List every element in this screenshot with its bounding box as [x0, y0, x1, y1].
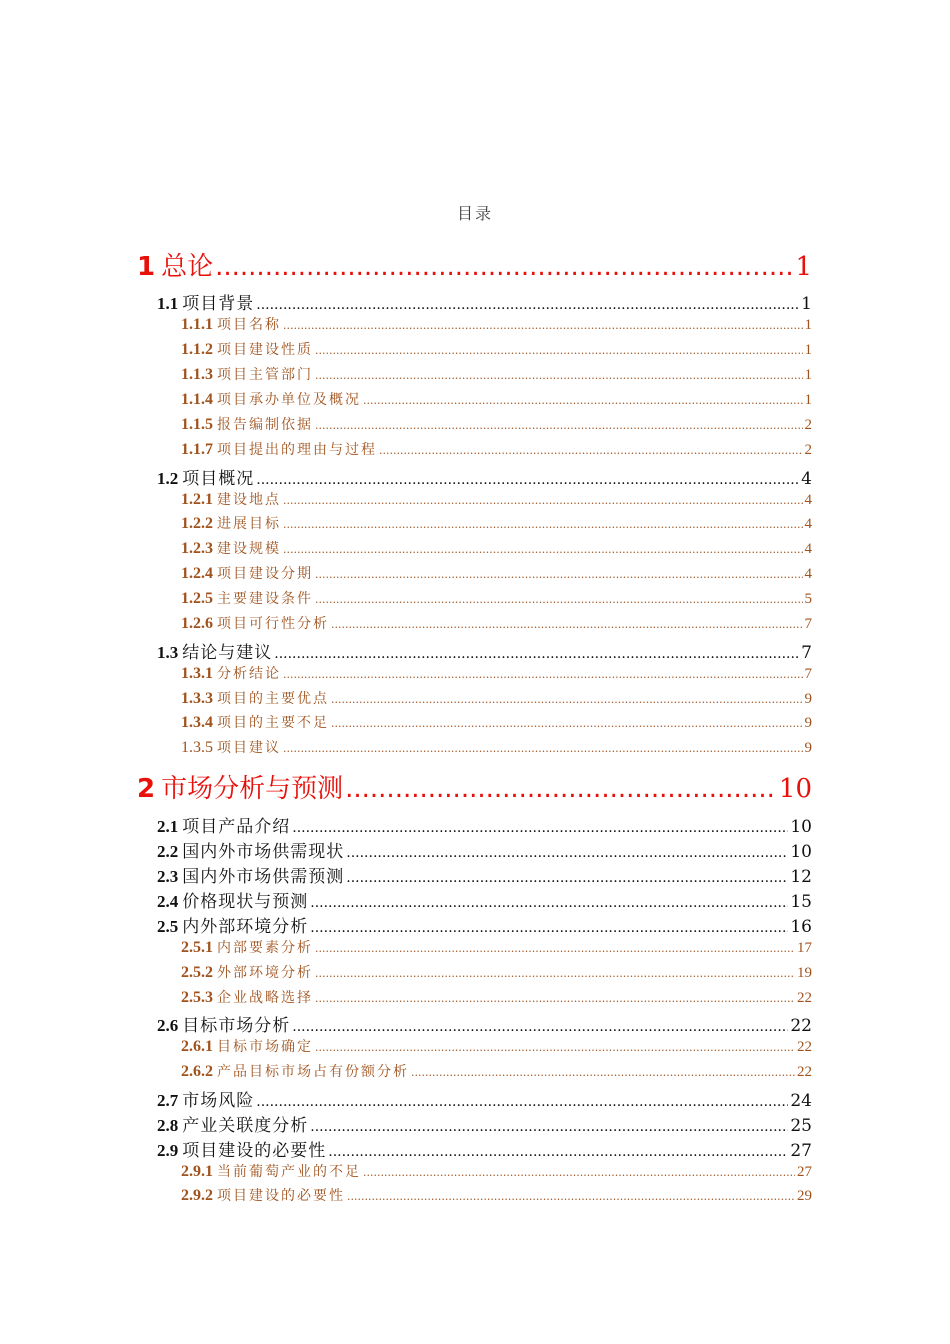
- toc-entry-page-number: 1: [804, 317, 812, 333]
- toc-entry-title: 项目承办单位及概况: [217, 392, 361, 408]
- toc-entry-title: 进展目标: [217, 516, 281, 532]
- toc-entry-page-number: 22: [797, 990, 812, 1006]
- toc-entry-title: 项目建设的必要性: [182, 1141, 327, 1161]
- toc-entry-number: 2.8: [157, 1116, 179, 1135]
- toc-entry-title: 项目提出的理由与过程: [217, 442, 377, 458]
- toc-entry-page-number: 12: [790, 867, 812, 887]
- toc-entry-page-number: 25: [790, 1116, 812, 1136]
- toc-entry-title: 项目建设分期: [217, 566, 313, 582]
- toc-entry-page-number: 9: [804, 715, 812, 731]
- toc-entry-level-3[interactable]: [181, 1036, 812, 1056]
- toc-entry-title: 内部要素分析: [217, 940, 313, 956]
- toc-leader-dots: [215, 252, 793, 282]
- toc-entry-title: 项目可行性分析: [217, 616, 329, 632]
- toc-entry-page-number: 1: [801, 294, 812, 314]
- toc-leader-dots: [315, 369, 803, 382]
- toc-entry-number: 1.1.1: [181, 316, 213, 333]
- toc-entry-level-2[interactable]: [157, 912, 812, 937]
- toc-leader-dots: [315, 992, 795, 1005]
- toc-entry-title: 内外部环境分析: [182, 917, 309, 937]
- toc-leader-dots: [315, 967, 795, 980]
- toc-leader-dots: [274, 646, 799, 662]
- toc-entry-number: 1: [137, 252, 156, 282]
- toc-entry-page-number: 4: [804, 541, 812, 557]
- toc-entry-level-2[interactable]: [157, 1111, 812, 1136]
- toc-leader-dots: [256, 297, 799, 313]
- toc-entry-number: 2.6.2: [181, 1063, 213, 1080]
- toc-entry-number: 2.2: [157, 842, 179, 861]
- toc-entry-level-3[interactable]: [181, 314, 812, 334]
- toc-entry-level-2[interactable]: [157, 1011, 812, 1036]
- toc-entry-level-3[interactable]: [181, 513, 812, 533]
- toc-leader-dots: [292, 820, 788, 836]
- toc-entry-page-number: 24: [790, 1091, 812, 1111]
- toc-entry-number: 2.7: [157, 1091, 179, 1110]
- toc-entry-title: 结论与建议: [182, 643, 273, 663]
- toc-entry-page-number: 10: [790, 842, 812, 862]
- toc-entry-page-number: 7: [804, 616, 812, 632]
- toc-entry-number: 1.1.7: [181, 441, 213, 458]
- toc-entry-title: 价格现状与预测: [182, 892, 309, 912]
- toc-entry-level-3[interactable]: [181, 663, 812, 683]
- toc-entry-page-number: 7: [804, 666, 812, 682]
- toc-leader-dots: [283, 742, 803, 755]
- toc-entry-title: 项目的主要优点: [217, 691, 329, 707]
- toc-entry-number: 1.3.5: [181, 739, 213, 756]
- toc-entry-number: 2.3: [157, 867, 179, 886]
- toc-entry-level-2[interactable]: [157, 464, 812, 489]
- toc-entry-level-3[interactable]: [181, 414, 812, 434]
- toc-entry-page-number: 29: [797, 1188, 812, 1204]
- toc-entry-level-3[interactable]: [181, 962, 812, 982]
- toc-leader-dots: [315, 419, 803, 432]
- toc-entry-page-number: 1: [804, 367, 812, 383]
- toc-entry-level-3[interactable]: [181, 712, 812, 732]
- toc-entry-title: 国内外市场供需现状: [182, 842, 345, 862]
- toc-entry-level-2[interactable]: [157, 1136, 812, 1161]
- toc-entry-title: 当前葡萄产业的不足: [217, 1164, 361, 1180]
- toc-entry-level-3[interactable]: [181, 563, 812, 583]
- toc-entry-level-3[interactable]: [181, 364, 812, 384]
- toc-leader-dots: [345, 774, 777, 804]
- toc-entry-page-number: 5: [804, 591, 812, 607]
- toc-entry-number: 2.9: [157, 1141, 179, 1160]
- toc-entry-page-number: 10: [790, 817, 812, 837]
- toc-entry-number: 1.1.3: [181, 366, 213, 383]
- toc-entry-number: 2.6: [157, 1016, 179, 1035]
- toc-entry-level-2[interactable]: [157, 289, 812, 314]
- toc-leader-dots: [310, 920, 788, 936]
- toc-entry-level-3[interactable]: [181, 339, 812, 359]
- toc-entry-title: 项目背景: [182, 294, 255, 314]
- toc-leader-dots: [331, 693, 803, 706]
- toc-entry-title: 外部环境分析: [217, 965, 313, 981]
- toc-leader-dots: [363, 1166, 795, 1179]
- toc-leader-dots: [256, 472, 799, 488]
- toc-entry-number: 2.5.2: [181, 964, 213, 981]
- toc-leader-dots: [283, 668, 803, 681]
- toc-entry-number: 1.2.3: [181, 540, 213, 557]
- toc-leader-dots: [411, 1066, 795, 1079]
- toc-entry-level-3[interactable]: [181, 937, 812, 957]
- toc-entry-title: 产业关联度分析: [182, 1116, 309, 1136]
- toc-leader-dots: [283, 494, 803, 507]
- toc-entry-number: 1.1.2: [181, 341, 213, 358]
- toc-leader-dots: [346, 870, 788, 886]
- toc-entry-level-3[interactable]: [181, 538, 812, 558]
- toc-entry-title: 项目建设的必要性: [217, 1188, 345, 1204]
- toc-leader-dots: [310, 895, 788, 911]
- toc-entry-title: 报告编制依据: [217, 417, 313, 433]
- toc-entry-level-3[interactable]: [181, 1161, 812, 1181]
- toc-leader-dots: [363, 394, 803, 407]
- toc-entry-page-number: 10: [778, 774, 812, 804]
- toc-entry-page-number: 22: [797, 1064, 812, 1080]
- toc-leader-dots: [315, 593, 803, 606]
- toc-entry-page-number: 4: [804, 566, 812, 582]
- toc-entry-title: 目标市场确定: [217, 1039, 313, 1055]
- toc-leader-dots: [315, 344, 803, 357]
- toc-entry-number: 2: [137, 774, 156, 804]
- toc-entry-number: 2.5.3: [181, 989, 213, 1006]
- toc-leader-dots: [283, 543, 803, 556]
- toc-entry-number: 1.3.3: [181, 690, 213, 707]
- toc-entry-number: 2.5.1: [181, 939, 213, 956]
- toc-entry-page-number: 2: [804, 417, 812, 433]
- toc-entry-level-2[interactable]: [157, 812, 812, 837]
- toc-entry-page-number: 16: [790, 917, 812, 937]
- toc-entry-page-number: 15: [790, 892, 812, 912]
- toc-entry-page-number: 22: [797, 1039, 812, 1055]
- toc-entry-number: 2.5: [157, 917, 179, 936]
- toc-entry-title: 企业战略选择: [217, 990, 313, 1006]
- toc-entry-level-2[interactable]: [157, 862, 812, 887]
- toc-entry-level-3[interactable]: [181, 588, 812, 608]
- toc-entry-level-1[interactable]: [137, 768, 812, 805]
- toc-leader-dots: [315, 1041, 795, 1054]
- toc-leader-dots: [283, 319, 803, 332]
- toc-entry-page-number: 27: [797, 1164, 812, 1180]
- toc-leader-dots: [331, 618, 803, 631]
- toc-entry-number: 2.6.1: [181, 1038, 213, 1055]
- toc-entry-page-number: 1: [795, 252, 812, 282]
- toc-entry-page-number: 4: [801, 469, 812, 489]
- toc-entry-number: 2.1: [157, 817, 179, 836]
- toc-entry-number: 2.9.2: [181, 1187, 213, 1204]
- toc-entry-level-3[interactable]: [181, 688, 812, 708]
- toc-entry-level-3[interactable]: [181, 987, 812, 1007]
- toc-entry-page-number: 9: [804, 691, 812, 707]
- toc-entry-title: 总论: [161, 252, 214, 282]
- toc-entry-number: 1.3.4: [181, 714, 213, 731]
- toc-entry-number: 1.1.5: [181, 416, 213, 433]
- toc-entry-level-2[interactable]: [157, 1086, 812, 1111]
- toc-entry-title: 国内外市场供需预测: [182, 867, 345, 887]
- toc-entry-level-3[interactable]: [181, 613, 812, 633]
- toc-entry-title: 项目主管部门: [217, 367, 313, 383]
- toc-leader-dots: [256, 1094, 788, 1110]
- toc-entry-page-number: 22: [790, 1016, 812, 1036]
- toc-entry-number: 2.9.1: [181, 1163, 213, 1180]
- toc-entry-page-number: 27: [790, 1141, 812, 1161]
- toc-leader-dots: [310, 1119, 788, 1135]
- toc-leader-dots: [292, 1019, 788, 1035]
- toc-entry-number: 1.1: [157, 294, 179, 313]
- toc-entry-title: 项目概况: [182, 469, 255, 489]
- toc-entry-title: 建设地点: [217, 492, 281, 508]
- toc-entry-number: 1.2.6: [181, 615, 213, 632]
- toc-entry-level-3[interactable]: [181, 1185, 812, 1205]
- toc-leader-dots: [328, 1144, 788, 1160]
- toc-leader-dots: [331, 717, 803, 730]
- toc-entry-number: 1.2.4: [181, 565, 213, 582]
- toc-entry-number: 1.2: [157, 469, 179, 488]
- toc-entry-number: 1.2.2: [181, 515, 213, 532]
- toc-leader-dots: [315, 568, 803, 581]
- toc-leader-dots: [315, 942, 795, 955]
- toc-entry-number: 1.3: [157, 643, 179, 662]
- toc-leader-dots: [379, 444, 803, 457]
- toc-entry-page-number: 2: [804, 442, 812, 458]
- toc-entry-title: 项目建设性质: [217, 342, 313, 358]
- toc-entry-title: 产品目标市场占有份额分析: [217, 1064, 409, 1080]
- toc-entry-level-2[interactable]: [157, 837, 812, 862]
- toc-entry-level-3[interactable]: [181, 389, 812, 409]
- toc-entry-title: 市场风险: [182, 1091, 255, 1111]
- toc-entry-level-1[interactable]: [137, 246, 812, 283]
- toc-leader-dots: [283, 518, 803, 531]
- toc-leader-dots: [347, 1190, 795, 1203]
- toc-entry-page-number: 1: [804, 392, 812, 408]
- toc-entry-page-number: 1: [804, 342, 812, 358]
- toc-entry-title: 分析结论: [217, 666, 281, 682]
- toc-entry-number: 1.2.5: [181, 590, 213, 607]
- toc-entry-page-number: 17: [797, 940, 812, 956]
- toc-entry-title: 项目建议: [217, 740, 281, 756]
- toc-entry-page-number: 19: [797, 965, 812, 981]
- toc-entry-title: 项目名称: [217, 317, 281, 333]
- toc-entry-number: 1.2.1: [181, 491, 213, 508]
- page-title: 目录: [456, 204, 493, 223]
- toc-entry-level-3[interactable]: [181, 737, 812, 757]
- toc-entry-level-3[interactable]: [181, 489, 812, 509]
- toc-entry-page-number: 9: [804, 740, 812, 756]
- toc-entry-title: 市场分析与预测: [161, 774, 344, 804]
- toc-entry-level-2[interactable]: [157, 638, 812, 663]
- toc-entry-page-number: 4: [804, 516, 812, 532]
- toc-entry-number: 2.4: [157, 892, 179, 911]
- toc-entry-title: 建设规模: [217, 541, 281, 557]
- toc-entry-number: 1.1.4: [181, 391, 213, 408]
- toc-entry-title: 主要建设条件: [217, 591, 313, 607]
- toc-entry-page-number: 4: [804, 492, 812, 508]
- toc-entry-level-3[interactable]: [181, 1061, 812, 1081]
- toc-entry-title: 目标市场分析: [182, 1016, 291, 1036]
- toc-entry-number: 1.3.1: [181, 665, 213, 682]
- toc-entry-level-3[interactable]: [181, 439, 812, 459]
- toc-entry-title: 项目产品介绍: [182, 817, 291, 837]
- toc-leader-dots: [346, 845, 788, 861]
- toc-entry-title: 项目的主要不足: [217, 715, 329, 731]
- toc-entry-level-2[interactable]: [157, 887, 812, 912]
- toc-entry-page-number: 7: [801, 643, 812, 663]
